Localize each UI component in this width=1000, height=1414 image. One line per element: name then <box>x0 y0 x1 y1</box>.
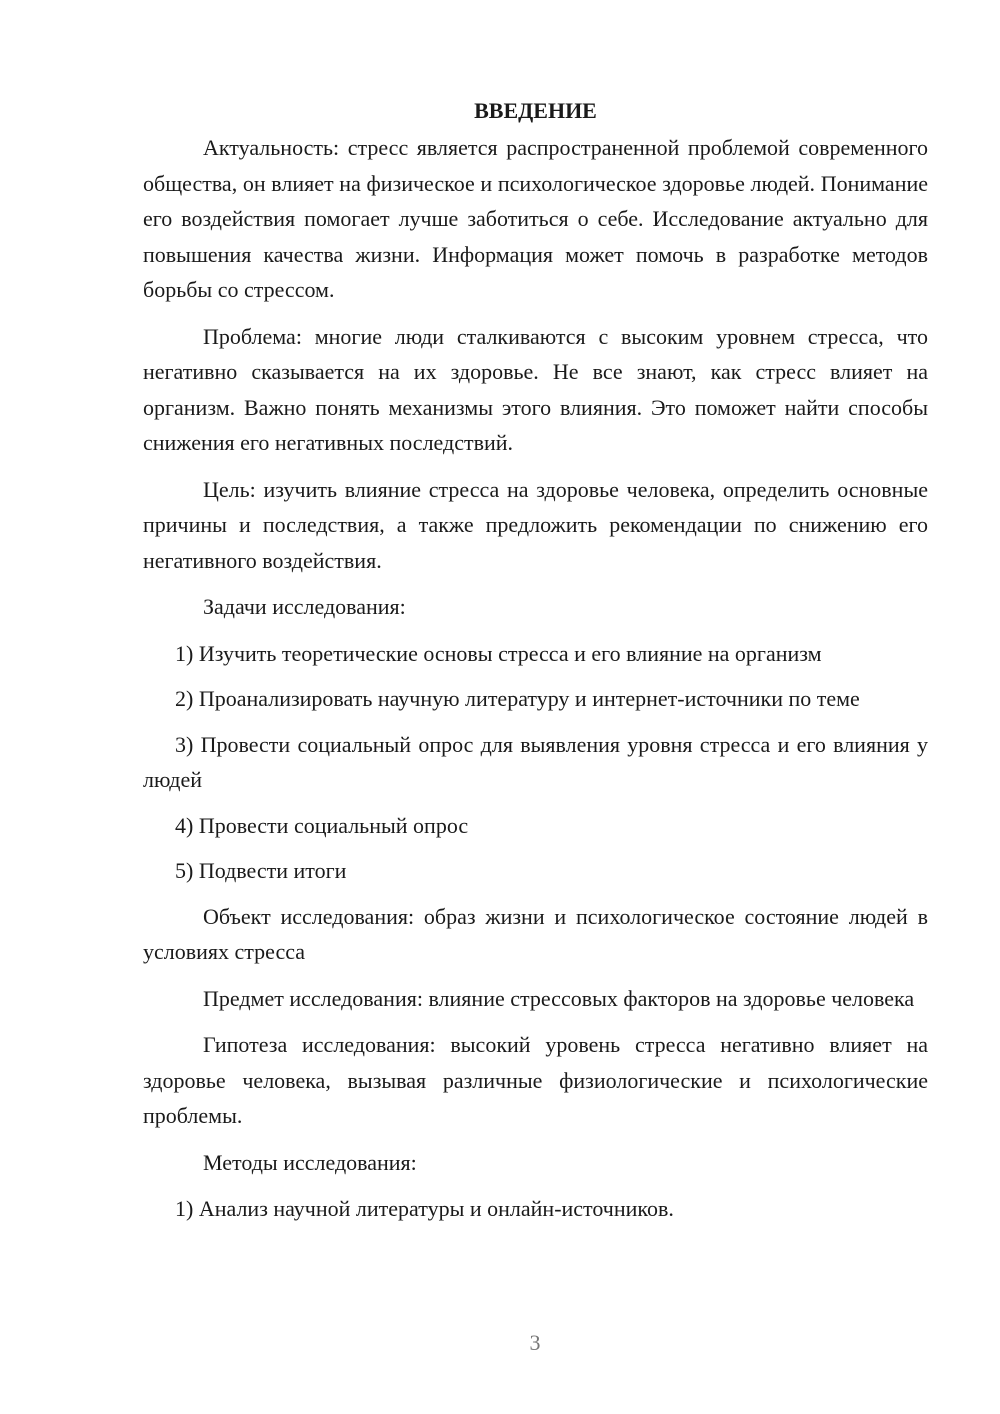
page-content <box>143 93 928 1237</box>
method-item-1: 1) Анализ научной литературы и онлайн-источников. <box>175 1196 674 1221</box>
goal-paragraph: Цель: изучить влияние стресса на здоровье человека, определить основные причины и последствия, а также предложить рекомендации по снижению его негативного воздействия. <box>143 476 928 573</box>
tasks-title: Задачи исследования: <box>203 594 406 619</box>
section-heading: ВВЕДЕНИЕ <box>474 98 597 123</box>
page-number: 3 <box>529 1330 541 1355</box>
subject-paragraph: Предмет исследования: влияние стрессовых факторов на здоровье человека <box>203 985 915 1011</box>
task-item-3: 3) Провести социальный опрос для выявления уровня стресса и его влияния у людей <box>143 731 928 792</box>
hypothesis-paragraph: Гипотеза исследования: высокий уровень стресса негативно влияет на здоровье человека, вызывая различные физиологические и психологические проблемы. <box>143 1032 928 1128</box>
relevance-paragraph: Актуальность: стресс является распространенной проблемой современного общества, он влияет на физическое и психологическое здоровье людей. Понимание его воздействия помогает лучше заботиться о себе. Исследование актуально для повышения качества жизни. Информация может помочь в разработке методов борьбы со стрессом. <box>143 135 928 302</box>
task-item-4: 4) Провести социальный опрос <box>175 812 469 838</box>
methods-title: Методы исследования: <box>203 1149 417 1175</box>
task-item-2: 2) Проанализировать научную литературу и интернет-источники по теме <box>175 686 860 711</box>
task-item-5: 5) Подвести итоги <box>175 858 347 883</box>
task-item-1: 1) Изучить теоретические основы стресса и его влияние на организм <box>175 640 822 666</box>
object-paragraph: Объект исследования: образ жизни и психологическое состояние людей в условиях стресса <box>143 903 928 964</box>
problem-paragraph: Проблема: многие люди сталкиваются с высоким уровнем стресса, что негативно сказывается на их здоровье. Не все знают, как стресс влияет на организм. Важно понять механизмы этого влияния. Это поможет найти способы снижения его негативных последствий. <box>143 323 928 455</box>
